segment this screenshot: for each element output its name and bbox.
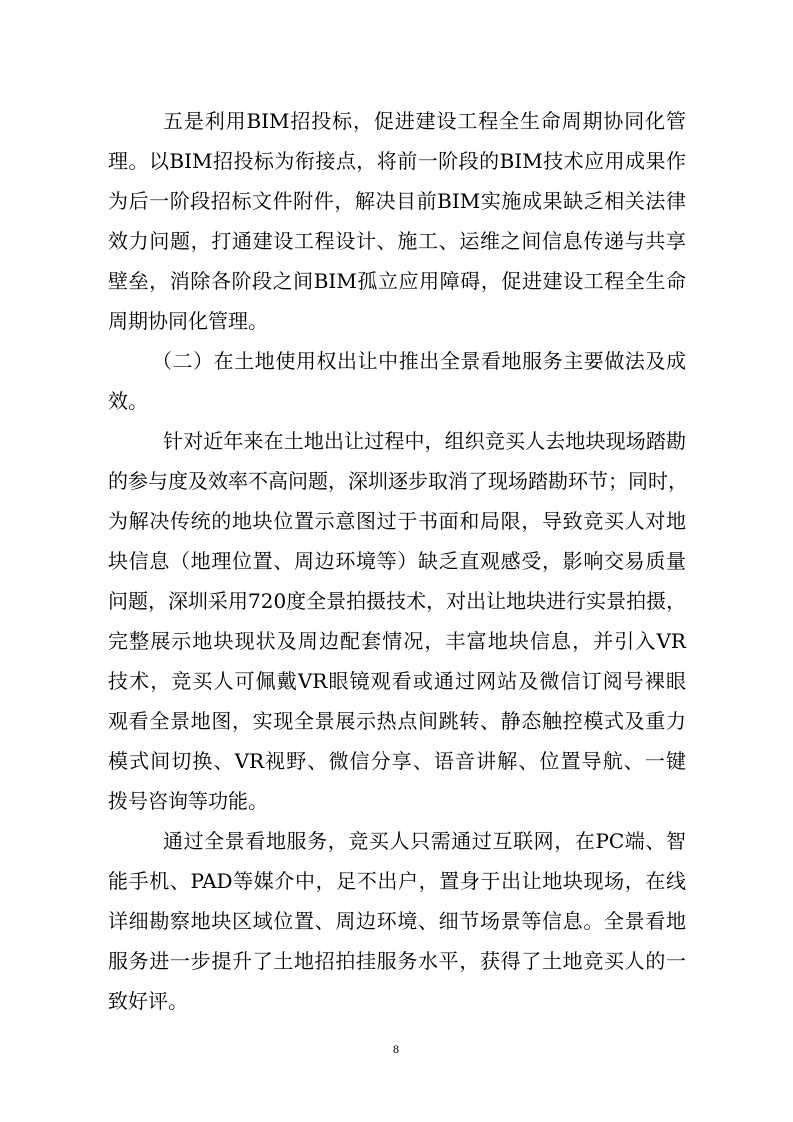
- paragraph-1-line-4: 效力问题，打通建设工程设计、施工、运维之间信息传递与共享: [108, 229, 686, 253]
- section-heading-line-1: （二）在土地使用权出让中推出全景看地服务主要做法及成: [152, 349, 686, 373]
- paragraph-3-line-2: 的参与度及效率不高问题，深圳逐步取消了现场踏勘环节；同时，: [108, 469, 688, 493]
- paragraph-4-line-1: 通过全景看地服务，竞买人只需通过互联网，在PC端、智: [163, 829, 686, 853]
- paragraph-3-line-7: 技术，竞买人可佩戴VR眼镜观看或通过网站及微信订阅号裸眼: [108, 669, 686, 693]
- paragraph-1-line-5: 壁垒，消除各阶段之间BIM孤立应用障碍，促进建设工程全生命: [108, 269, 686, 293]
- paragraph-3-line-6: 完整展示地块现状及周边配套情况，丰富地块信息，并引入VR: [108, 629, 686, 653]
- paragraph-3-line-10: 拨号咨询等功能。: [108, 789, 268, 813]
- paragraph-3-line-5: 问题，深圳采用720度全景拍摄技术，对出让地块进行实景拍摄，: [108, 589, 687, 613]
- paragraph-3-line-3: 为解决传统的地块位置示意图过于书面和局限，导致竞买人对地: [108, 509, 686, 533]
- paragraph-4-line-5: 致好评。: [108, 989, 188, 1013]
- section-heading-line-2: 效。: [108, 389, 148, 413]
- paragraph-1-line-2: 理。以BIM招投标为衔接点，将前一阶段的BIM技术应用成果作: [108, 149, 686, 173]
- paragraph-4-line-3: 详细勘察地块区域位置、周边环境、细节场景等信息。全景看地: [108, 909, 686, 933]
- paragraph-3-line-9: 模式间切换、VR视野、微信分享、语音讲解、位置导航、一键: [108, 749, 686, 773]
- paragraph-1-line-6: 周期协同化管理。: [108, 309, 268, 333]
- paragraph-1-line-1: 五是利用BIM招投标，促进建设工程全生命周期协同化管: [163, 109, 686, 133]
- page-number: 8: [393, 1042, 399, 1056]
- paragraph-3-line-4: 块信息（地理位置、周边环境等）缺乏直观感受，影响交易质量: [108, 549, 686, 573]
- paragraph-4-line-4: 服务进一步提升了土地招拍挂服务水平，获得了土地竞买人的一: [108, 949, 686, 973]
- paragraph-3-line-8: 观看全景地图，实现全景展示热点间跳转、静态触控模式及重力: [108, 709, 686, 733]
- paragraph-1-line-3: 为后一阶段招标文件附件，解决目前BIM实施成果缺乏相关法律: [108, 189, 686, 213]
- paragraph-3-line-1: 针对近年来在土地出让过程中，组织竞买人去地块现场踏勘: [163, 429, 686, 453]
- paragraph-4-line-2: 能手机、PAD等媒介中，足不出户，置身于出让地块现场，在线: [108, 869, 686, 893]
